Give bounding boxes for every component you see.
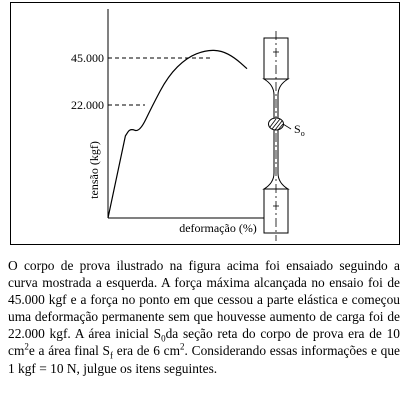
x-axis-label: deformação (%) <box>179 221 257 235</box>
section-label: $S_o$ <box>294 122 305 138</box>
figure-canvas <box>11 3 401 246</box>
subscript: f <box>110 351 114 362</box>
text-segment: e a área final S <box>28 343 111 359</box>
y-tick-label-45000: 45.000 <box>71 51 104 65</box>
question-text <box>8 257 400 377</box>
cross-section-hatch <box>269 118 284 130</box>
superscript: 2 <box>24 342 29 352</box>
subscript: 0 <box>161 334 166 345</box>
text-segment: era de 6 cm <box>113 343 181 359</box>
stress-strain-curve <box>108 50 247 218</box>
text-segment: . Considerando essas informações e que 1 kgf = 10 N, julgue os itens seguintes. <box>8 343 400 376</box>
section-leader <box>283 124 291 129</box>
y-tick-label-22000: 22.000 <box>71 98 104 112</box>
text-segment: O corpo de prova ilustrado na figura acima foi ensaiado seguindo a curva mostrada a esquerda. A força máxima alcançada no ensaio foi de 45.000 kgf e a força no ponto em que cessou a parte elástica e começou uma deformação permanente sem que houvesse aumento de carga foi de 22.000 kgf. A área inicial S <box>8 258 400 342</box>
text-segment: da seção reta do corpo de prova era de 10 cm <box>8 326 400 359</box>
figure-box <box>10 2 400 245</box>
superscript: 2 <box>180 342 185 352</box>
y-axis-label: tensão (kgf) <box>87 141 101 199</box>
